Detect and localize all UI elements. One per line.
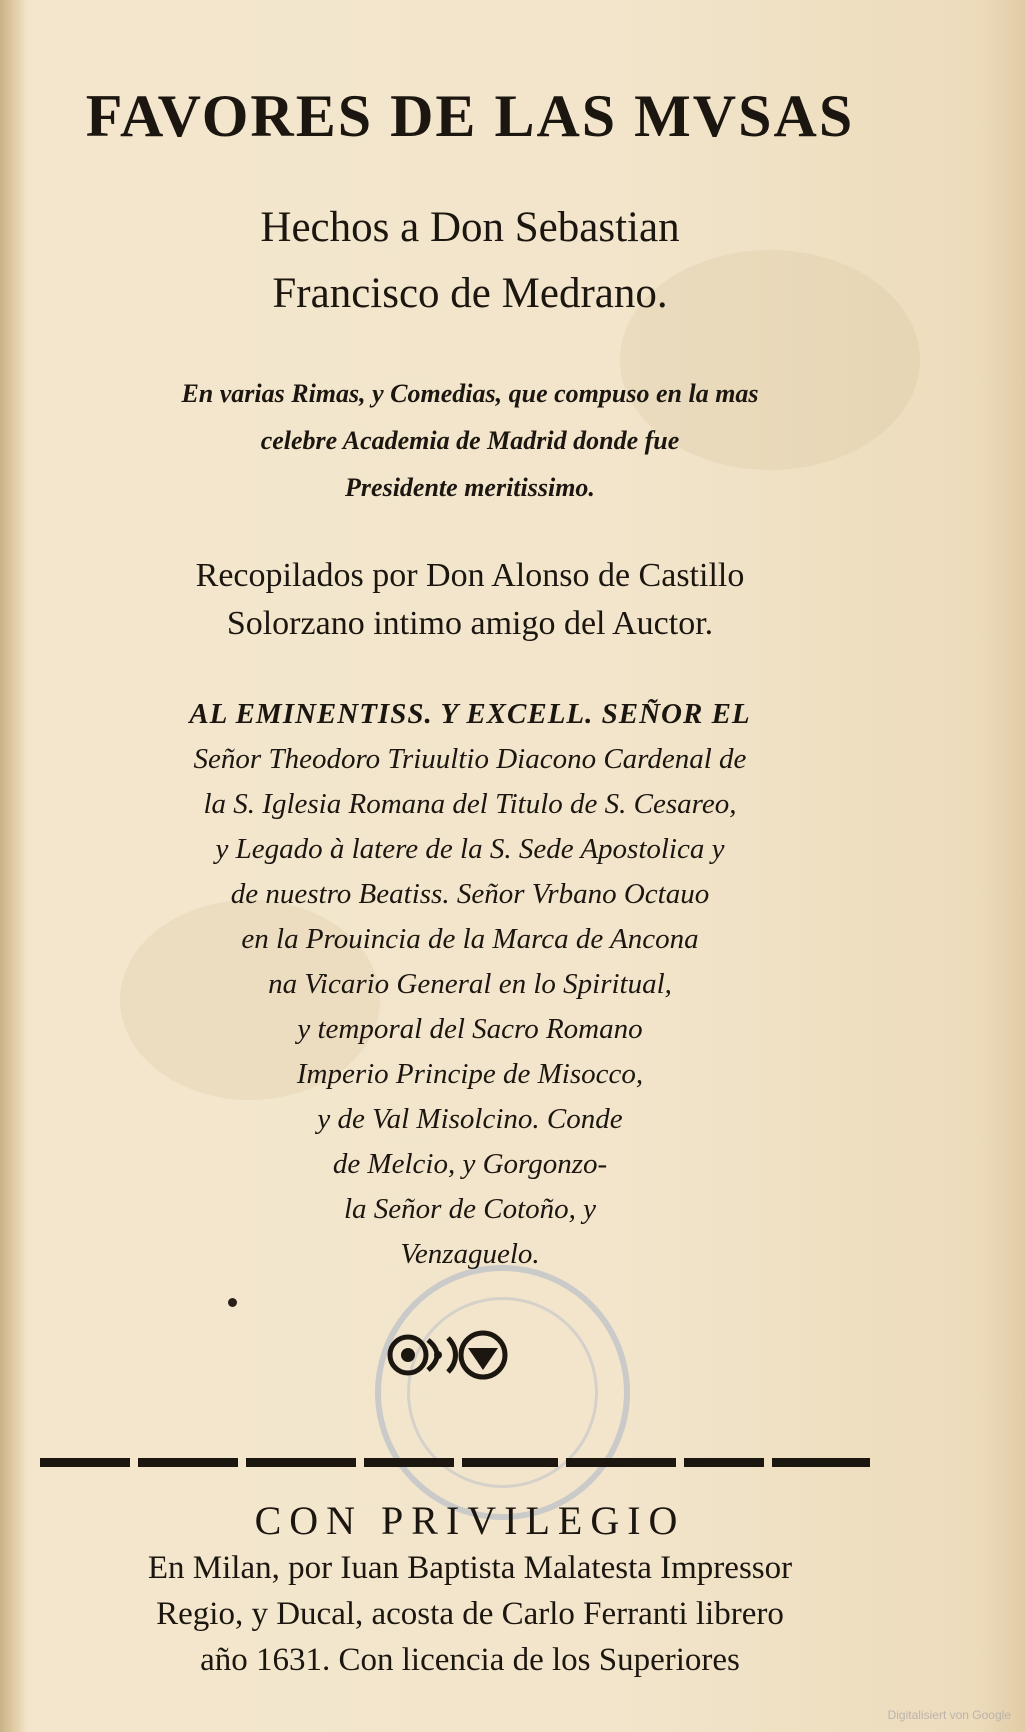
imprint-line: Regio, y Ducal, acosta de Carlo Ferranti librero	[156, 1596, 784, 1632]
description-line: celebre Academia de Madrid donde fue	[260, 426, 680, 455]
dedication-line: la Señor de Cotoño, y	[343, 1193, 597, 1225]
compiler-line: Recopilados por Don Alonso de Castillo	[195, 557, 745, 594]
subtitle-line: Hechos a Don Sebastian	[260, 204, 680, 251]
description-line: Presidente meritissimo.	[345, 473, 595, 502]
ornamental-rule	[40, 1456, 870, 1470]
imprint-line: año 1631. Con licencia de los Superiores	[200, 1642, 740, 1678]
dedication-line: en la Prouincia de la Marca de Ancona	[241, 923, 699, 955]
dedication-line: de Melcio, y Gorgonzo-	[332, 1148, 608, 1180]
dedication-line: la S. Iglesia Romana del Titulo de S. Cesareo,	[203, 788, 737, 820]
dedication-line: Venzaguelo.	[400, 1238, 540, 1270]
dedication-line: de nuestro Beatiss. Señor Vrbano Octauo	[230, 878, 710, 910]
ink-dot	[228, 1298, 237, 1307]
library-stamp-icon	[375, 1265, 630, 1520]
digitization-credit: Digitalisiert von Google	[887, 1708, 1011, 1722]
dedication-line: na Vicario General en lo Spiritual,	[268, 968, 672, 1000]
dedication-line: y de Val Misolcino. Conde	[317, 1103, 623, 1135]
description-line: En varias Rimas, y Comedias, que compuso en la mas	[181, 379, 759, 408]
dedication-line: y Legado à latere de la S. Sede Apostolica y	[215, 833, 725, 865]
page-fold-shadow	[0, 0, 26, 1732]
subtitle-line: Francisco de Medrano.	[272, 270, 668, 317]
imprint-line: En Milan, por Iuan Baptista Malatesta Impressor	[147, 1550, 793, 1586]
dedication-line: y temporal del Sacro Romano	[297, 1013, 643, 1045]
printers-fleuron-icon	[378, 1320, 513, 1390]
dedication-line: Imperio Principe de Misocco,	[296, 1058, 644, 1090]
book-title: FAVORES DE LAS MVSAS	[85, 83, 855, 149]
dedication-heading: AL EMINENTISS. Y EXCELL. SEÑOR EL	[189, 698, 751, 730]
dedication-line: Señor Theodoro Triuultio Diacono Cardenal de	[193, 743, 747, 775]
compiler-line: Solorzano intimo amigo del Auctor.	[226, 605, 714, 642]
privilege-line: CON PRIVILEGIO	[254, 1498, 686, 1543]
